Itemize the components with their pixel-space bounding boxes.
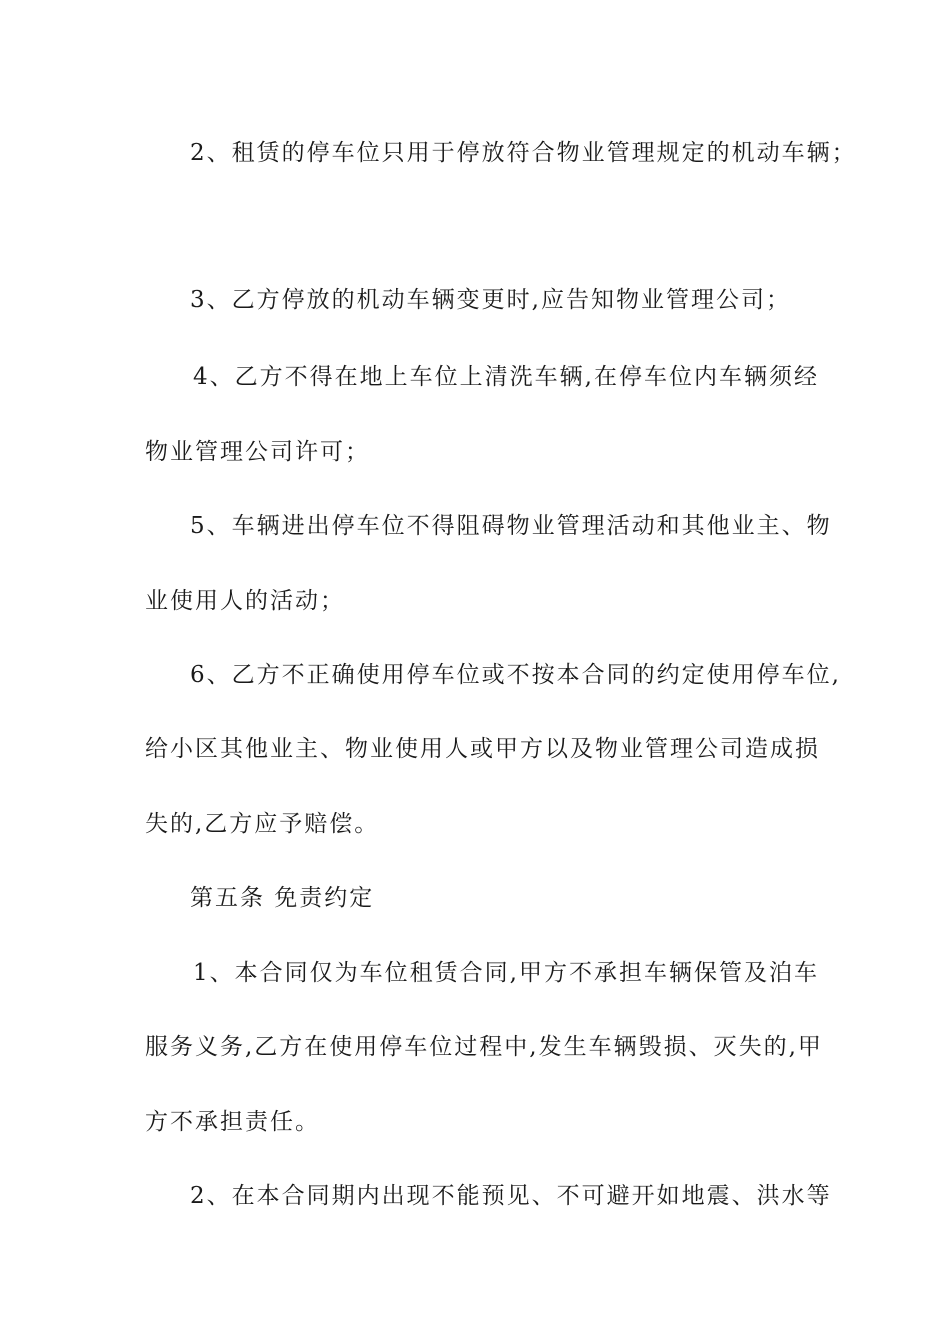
clause-4-item-6-line-3: 失的,乙方应予赔偿。 [145, 811, 380, 837]
clause-4-item-4-line-1: 4、乙方不得在地上车位上清洗车辆,在停车位内车辆须经 [193, 364, 819, 390]
clause-4-item-6-line-2: 给小区其他业主、物业使用人或甲方以及物业管理公司造成损 [145, 736, 820, 762]
clause-4-item-3: 3、乙方停放的机动车辆变更时,应告知物业管理公司； [190, 287, 791, 313]
clause-5-item-2-line-1: 2、在本合同期内出现不能预见、不可避开如地震、洪水等 [190, 1183, 832, 1209]
clause-4-item-5-line-2: 业使用人的活动； [145, 588, 345, 614]
clause-5-heading: 第五条 免责约定 [190, 885, 375, 911]
clause-5-item-1-line-3: 方不承担责任。 [145, 1109, 320, 1135]
clause-5-item-1-line-1: 1、本合同仅为车位租赁合同,甲方不承担车辆保管及泊车 [193, 960, 819, 986]
clause-4-item-5-line-1: 5、车辆进出停车位不得阻碍物业管理活动和其他业主、物 [190, 513, 832, 539]
clause-4-item-2: 2、租赁的停车位只用于停放符合物业管理规定的机动车辆； [190, 140, 857, 166]
clause-4-item-6-line-1: 6、乙方不正确使用停车位或不按本合同的约定使用停车位, [190, 662, 841, 688]
clause-5-item-1-line-2: 服务义务,乙方在使用停车位过程中,发生车辆毁损、灭失的,甲 [145, 1034, 823, 1060]
clause-4-item-4-line-2: 物业管理公司许可； [145, 439, 370, 465]
